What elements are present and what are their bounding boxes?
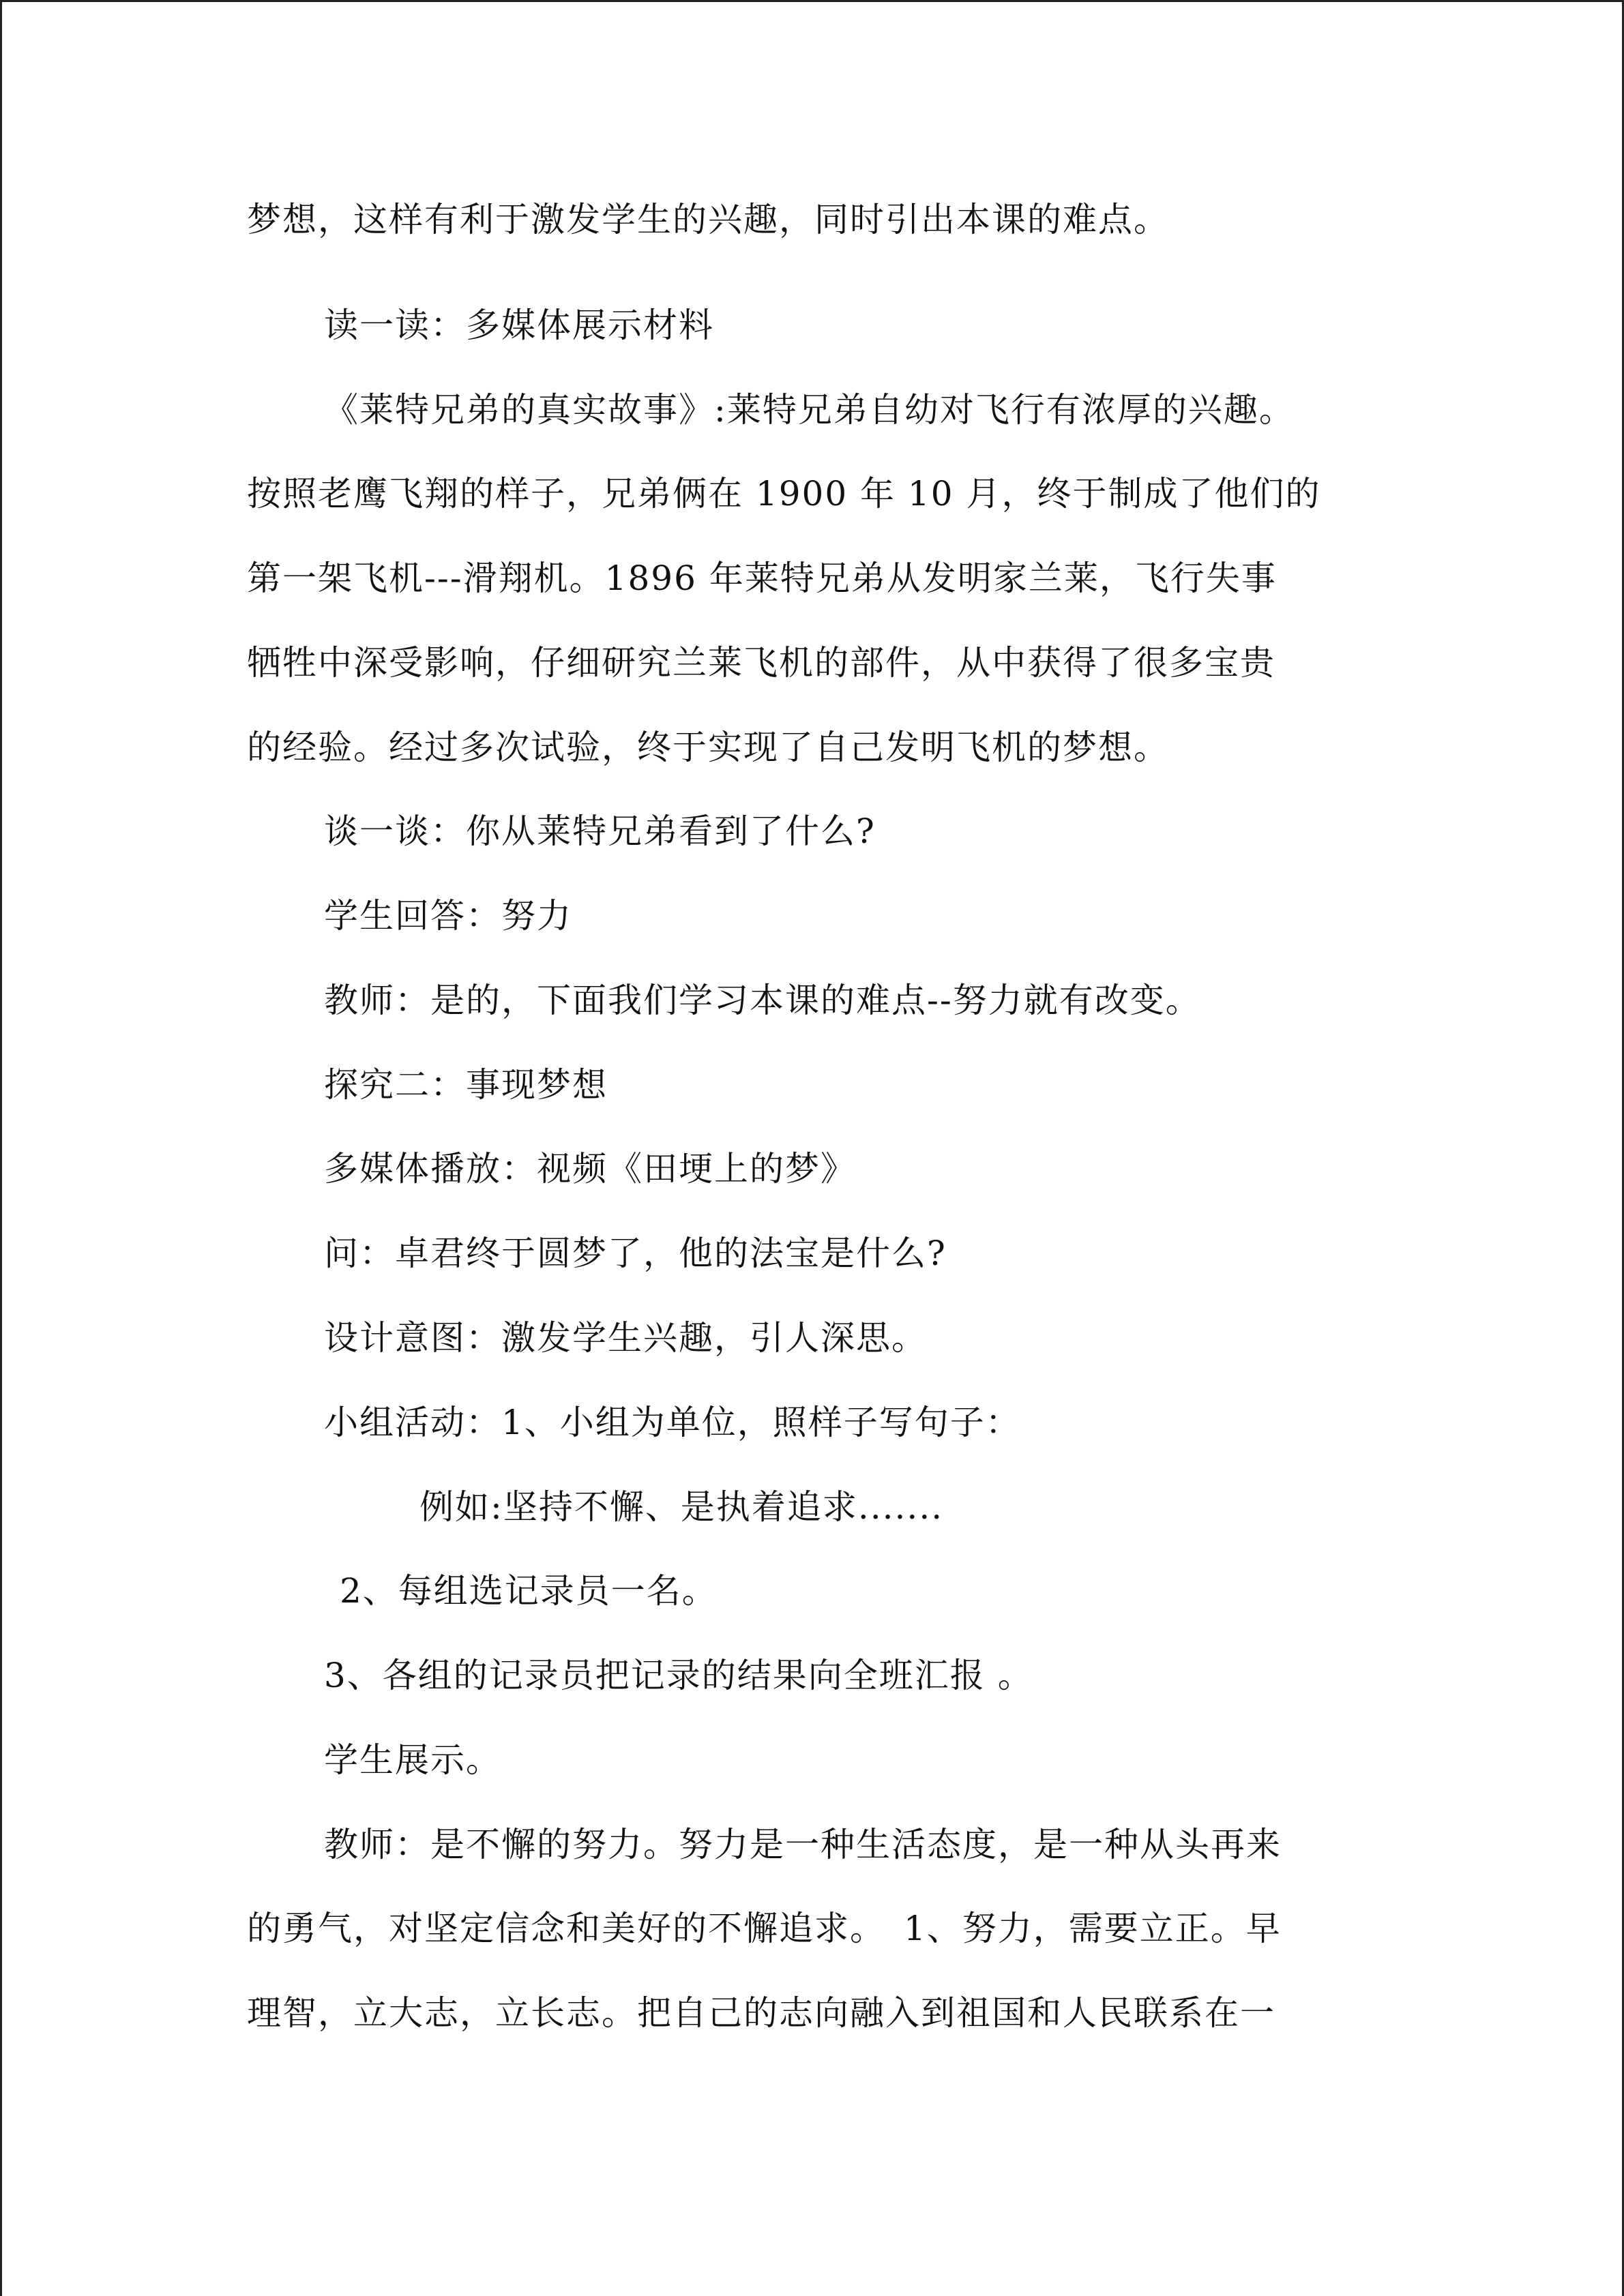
text-line: 的经验。经过多次试验，终于实现了自己发明飞机的梦想。 — [247, 728, 1169, 767]
text-line: 3、各组的记录员把记录的结果向全班汇报 。 — [324, 1656, 1033, 1695]
text-line: 设计意图：激发学生兴趣，引人深思。 — [324, 1318, 927, 1358]
text-line: 教师：是的，下面我们学习本课的难点--努力就有改变。 — [324, 981, 1201, 1020]
text-line: 理智，立大志，立长志。把自己的志向融入到祖国和人民联系在一 — [247, 1993, 1275, 2033]
text-line: 读一读：多媒体展示材料 — [324, 305, 714, 345]
text-line: 《莱特兄弟的真实故事》:莱特兄弟自幼对飞行有浓厚的兴趣。 — [324, 390, 1295, 430]
text-line: 按照老鹰飞翔的样子，兄弟俩在 1900 年 10 月，终于制成了他们的 — [247, 474, 1321, 513]
text-line: 小组活动：1、小组为单位，照样子写句子： — [324, 1403, 1021, 1442]
text-line: 谈一谈：你从莱特兄弟看到了什么? — [324, 811, 876, 851]
text-line: 问：卓君终于圆梦了，他的法宝是什么? — [324, 1234, 947, 1273]
section-heading: 探究二：事现梦想 — [324, 1065, 608, 1105]
text-line: 的勇气，对坚定信念和美好的不懈追求。 1、努力，需要立正。早 — [247, 1909, 1282, 1948]
text-line: 2、每组选记录员一名。 — [340, 1571, 718, 1611]
text-line: 第一架飞机---滑翔机。1896 年莱特兄弟从发明家兰莱，飞行失事 — [247, 558, 1277, 598]
text-line: 梦想，这样有利于激发学生的兴趣，同时引出本课的难点。 — [247, 200, 1169, 239]
text-line: 牺牲中深受影响，仔细研究兰莱飞机的部件，从中获得了很多宝贵 — [247, 643, 1275, 683]
text-line: 例如:坚持不懈、是执着追求....... — [419, 1487, 944, 1527]
text-line: 学生回答：努力 — [324, 896, 572, 936]
text-line: 学生展示。 — [324, 1740, 501, 1780]
text-line: 多媒体播放：视频《田埂上的梦》 — [324, 1149, 856, 1189]
text-line: 教师：是不懈的努力。努力是一种生活态度，是一种从头再来 — [324, 1825, 1282, 1864]
